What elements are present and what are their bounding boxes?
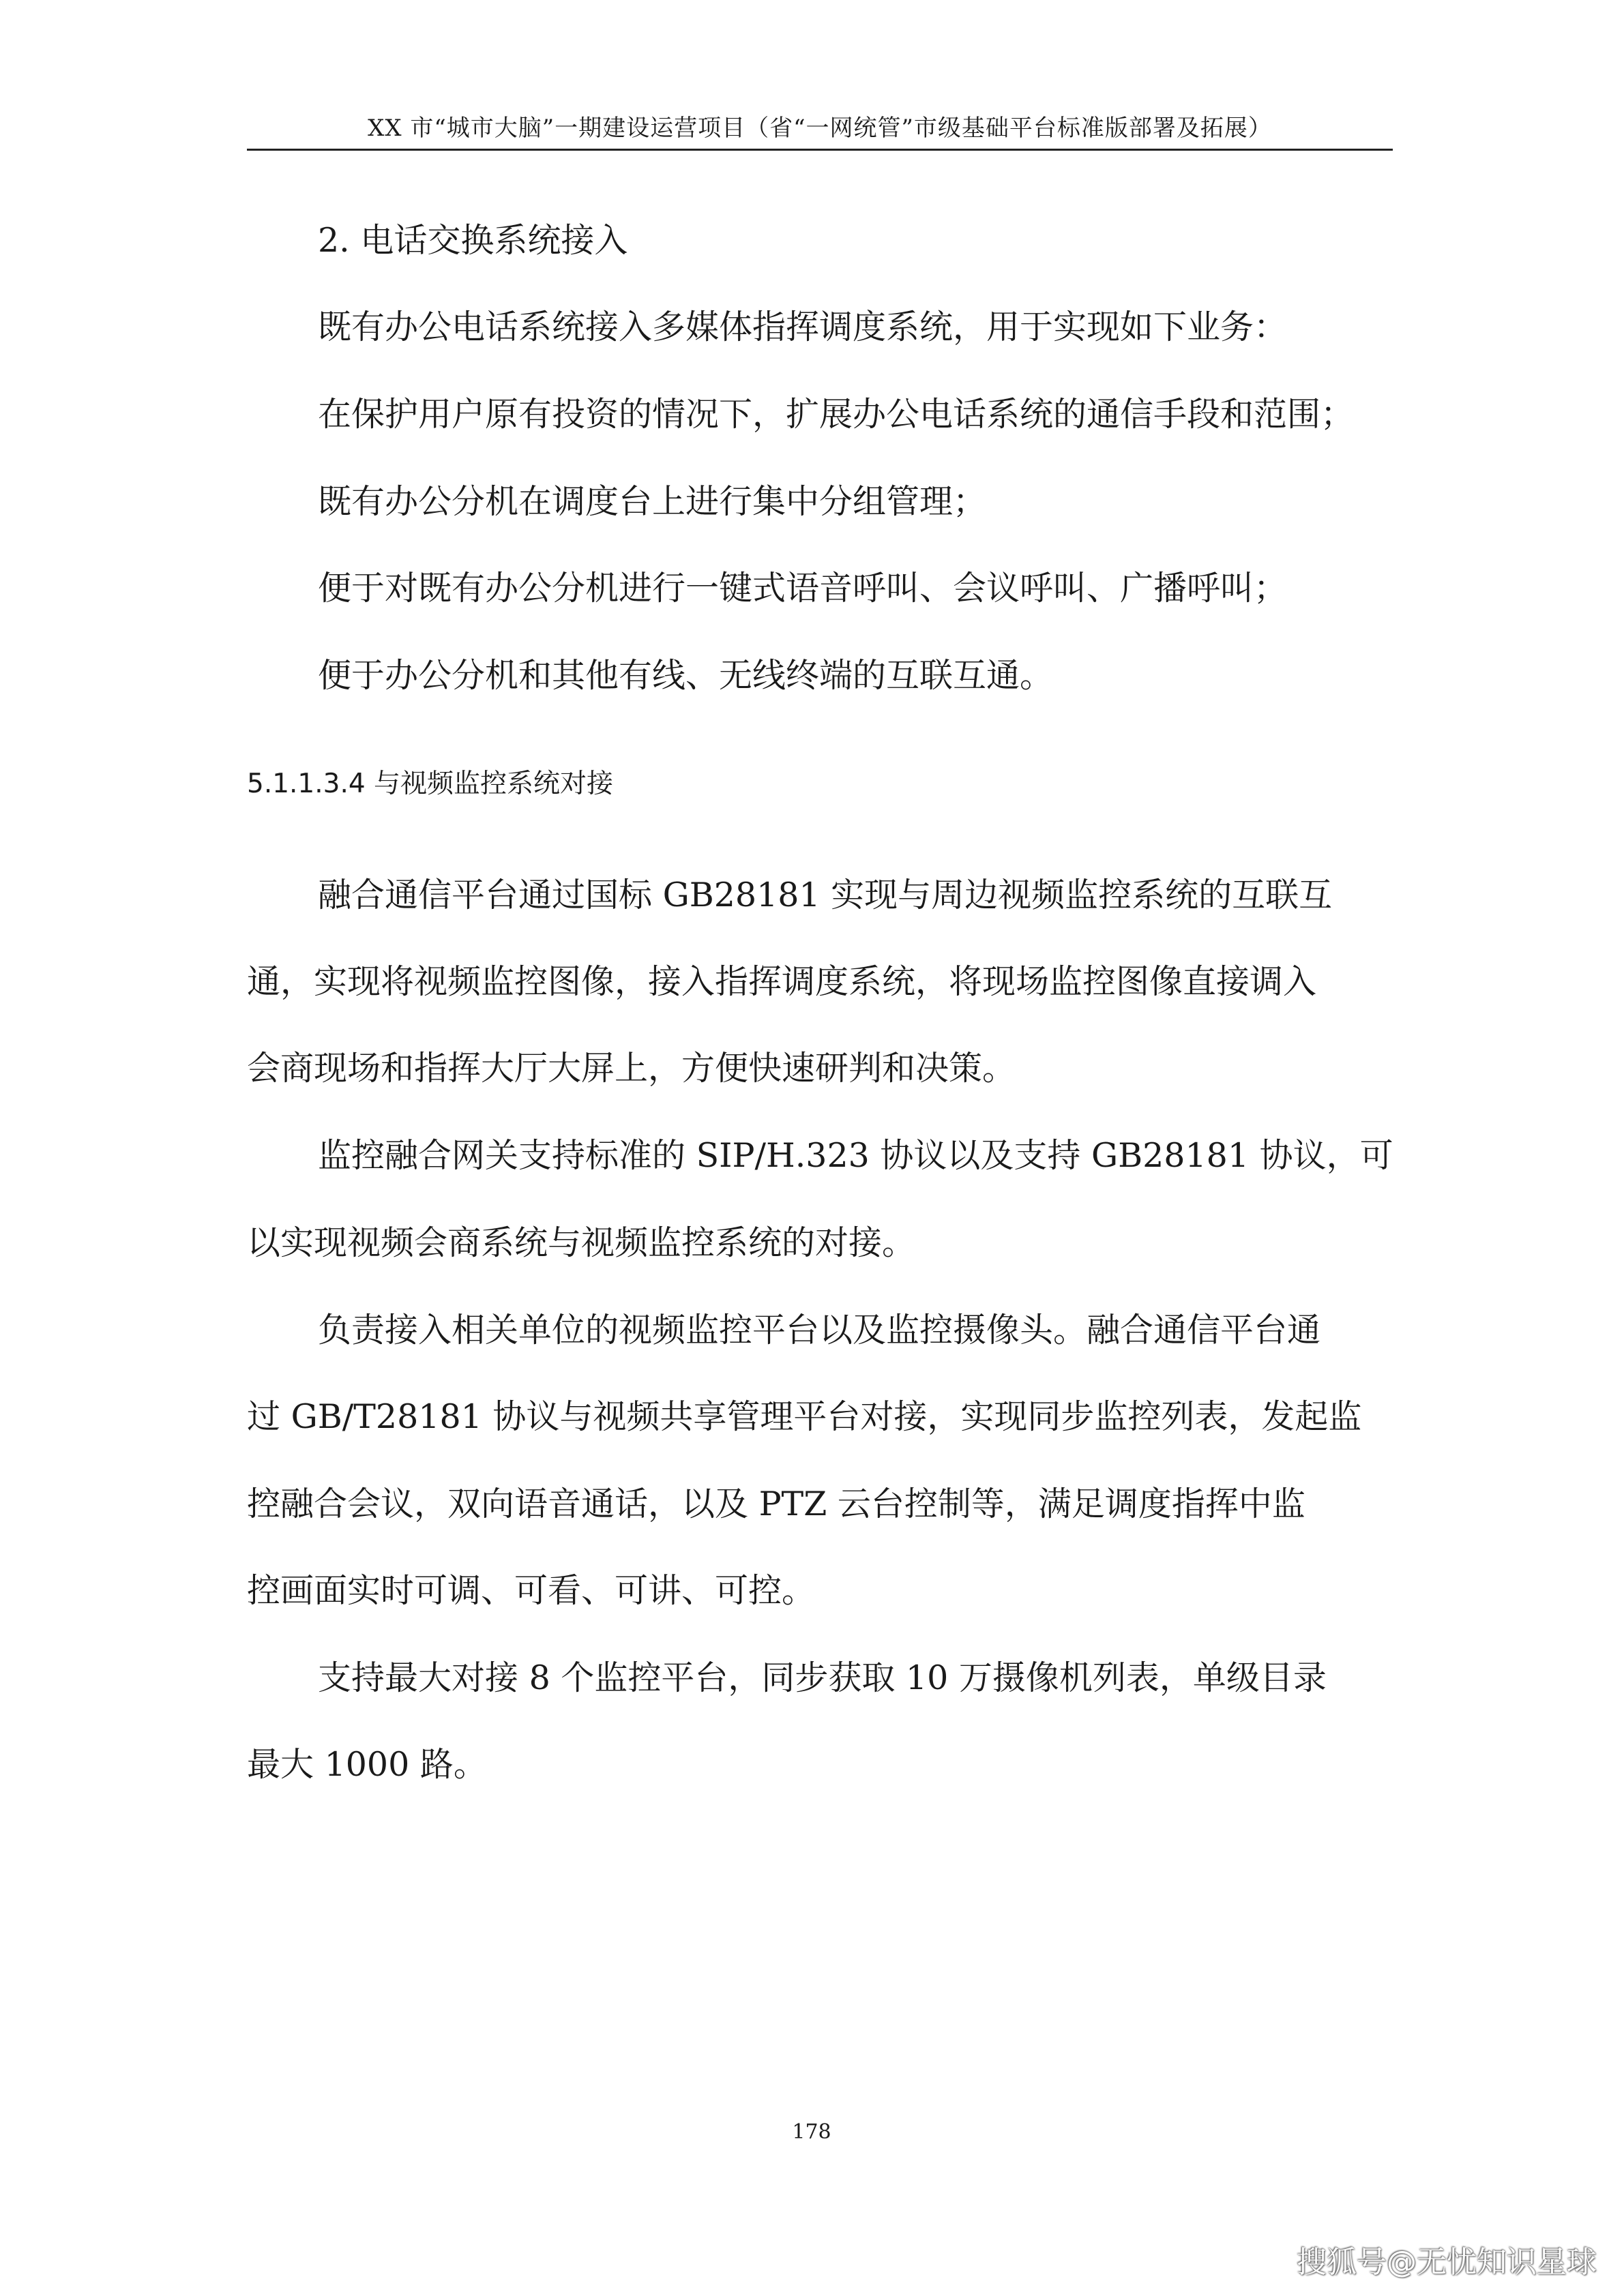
watermark: 搜狐号@无忧知识星球 bbox=[1297, 2245, 1597, 2280]
paragraph-line: 支持最大对接 8 个监控平台，同步获取 10 万摄像机列表，单级目录 bbox=[318, 1658, 1327, 1697]
page-number: 178 bbox=[792, 2120, 831, 2144]
paragraph-line: 控画面实时可调、可看、可讲、可控。 bbox=[247, 1571, 816, 1610]
paragraph-line: 过 GB/T28181 协议与视频共享管理平台对接，实现同步监控列表，发起监 bbox=[247, 1397, 1362, 1436]
list-item: 在保护用户原有投资的情况下，扩展办公电话系统的通信手段和范围； bbox=[318, 395, 1355, 434]
subsection-heading: 2. 电话交换系统接入 bbox=[318, 221, 628, 260]
paragraph-line: 控融合会议，双向语音通话，以及 PTZ 云台控制等，满足调度指挥中监 bbox=[247, 1485, 1305, 1523]
header-rule bbox=[247, 149, 1393, 151]
paragraph-line: 负责接入相关单位的视频监控平台以及监控摄像头。融合通信平台通 bbox=[318, 1311, 1321, 1350]
list-item: 便于对既有办公分机进行一键式语音呼叫、会议呼叫、广播呼叫； bbox=[318, 569, 1288, 608]
subsection-intro: 既有办公电话系统接入多媒体指挥调度系统，用于实现如下业务： bbox=[318, 308, 1288, 346]
paragraph-line: 融合通信平台通过国标 GB28181 实现与周边视频监控系统的互联互 bbox=[318, 876, 1333, 914]
paragraph-line: 最大 1000 路。 bbox=[247, 1745, 487, 1784]
paragraph-line: 通，实现将视频监控图像，接入指挥调度系统，将现场监控图像直接调入 bbox=[247, 962, 1317, 1001]
list-item: 便于办公分机和其他有线、无线终端的互联互通。 bbox=[318, 656, 1054, 695]
paragraph-line: 监控融合网关支持标准的 SIP/H.323 协议以及支持 GB28181 协议，可 bbox=[318, 1136, 1393, 1175]
list-item: 既有办公分机在调度台上进行集中分组管理； bbox=[318, 482, 987, 521]
paragraph-line: 以实现视频会商系统与视频监控系统的对接。 bbox=[247, 1223, 916, 1262]
paragraph-line: 会商现场和指挥大厅大屏上，方便快速研判和决策。 bbox=[247, 1049, 1016, 1088]
document-header: XX 市“城市大脑”一期建设运营项目（省“一网统管”市级基础平台标准版部署及拓展） bbox=[368, 115, 1272, 142]
section-title: 5.1.1.3.4 与视频监控系统对接 bbox=[247, 769, 614, 799]
